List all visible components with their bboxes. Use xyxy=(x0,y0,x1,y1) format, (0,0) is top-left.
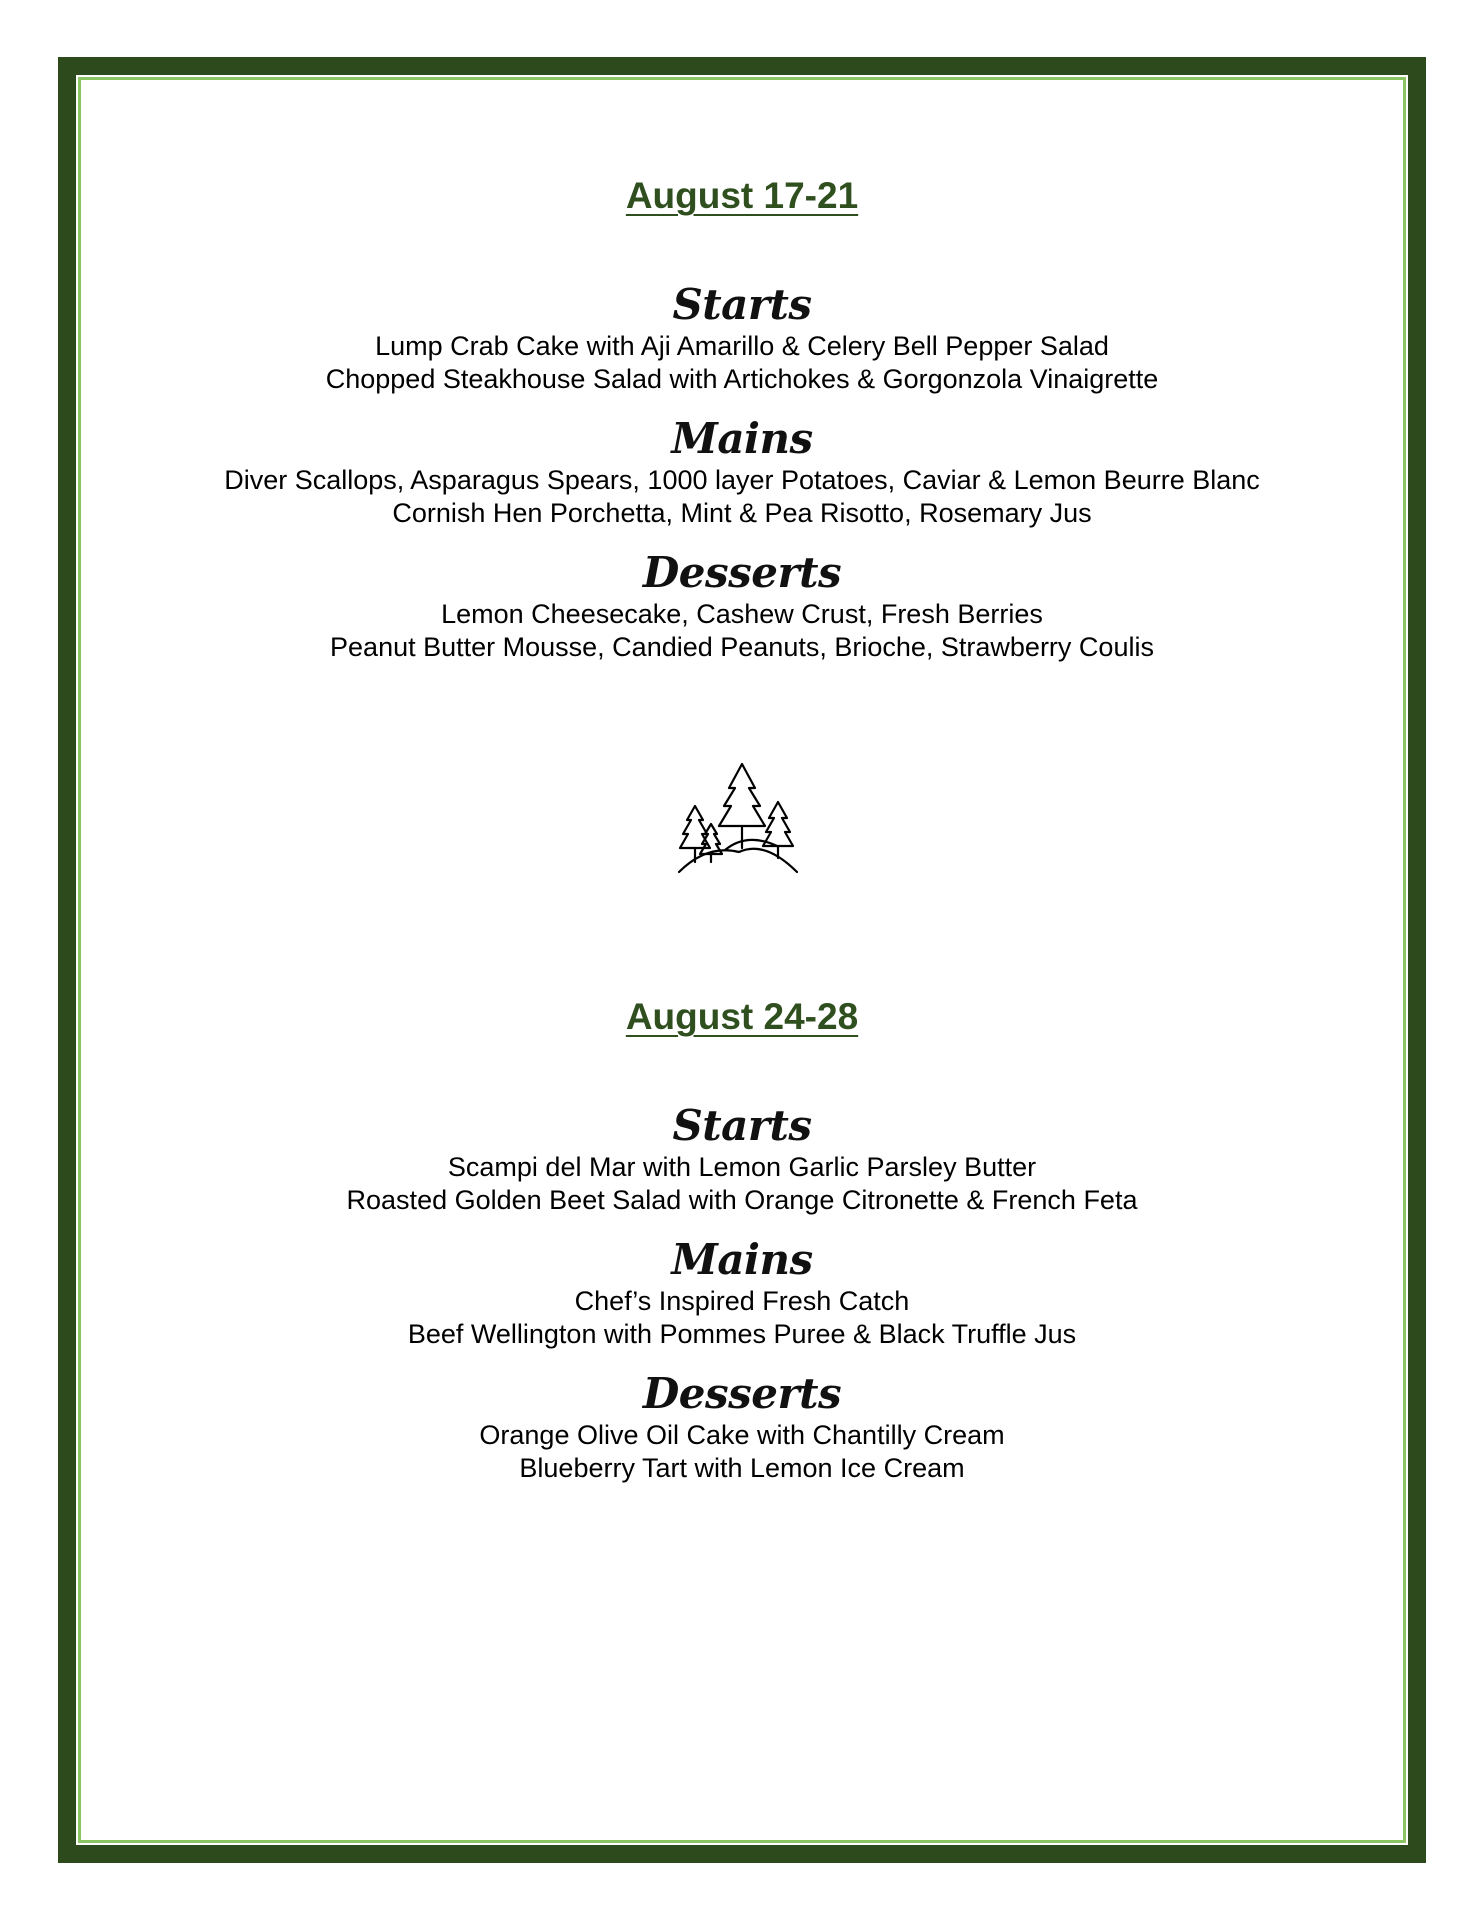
week-menu-1 xyxy=(0,174,1484,664)
menu-item: Lemon Cheesecake, Cashew Crust, Fresh Berries xyxy=(441,599,1043,629)
section-heading: Desserts xyxy=(642,548,842,597)
section-heading: Mains xyxy=(671,414,813,463)
section-heading: Mains xyxy=(671,1235,813,1284)
section-heading: Starts xyxy=(672,280,812,329)
pine-trees-icon xyxy=(677,762,807,874)
menu-item: Chopped Steakhouse Salad with Artichokes & Gorgonzola Vinaigrette xyxy=(325,364,1159,394)
section-desserts xyxy=(0,1369,1484,1485)
week-title: August 24-28 xyxy=(625,996,859,1037)
section-heading: Starts xyxy=(672,1101,812,1150)
menu-item: Chef’s Inspired Fresh Catch xyxy=(574,1286,910,1316)
menu-item: Beef Wellington with Pommes Puree & Black Truffle Jus xyxy=(407,1319,1077,1349)
menu-item: Orange Olive Oil Cake with Chantilly Cream xyxy=(479,1420,1005,1450)
section-starts xyxy=(0,1101,1484,1217)
menu-item: Blueberry Tart with Lemon Ice Cream xyxy=(519,1453,965,1483)
menu-item: Diver Scallops, Asparagus Spears, 1000 layer Potatoes, Caviar & Lemon Beurre Blanc xyxy=(224,465,1260,495)
menu-item: Peanut Butter Mousse, Candied Peanuts, Brioche, Strawberry Coulis xyxy=(330,632,1154,662)
section-desserts xyxy=(0,548,1484,664)
menu-item: Cornish Hen Porchetta, Mint & Pea Risotto, Rosemary Jus xyxy=(392,498,1092,528)
section-mains xyxy=(0,1235,1484,1351)
menu-item: Lump Crab Cake with Aji Amarillo & Celery Bell Pepper Salad xyxy=(375,331,1109,361)
menu-item: Roasted Golden Beet Salad with Orange Citronette & French Feta xyxy=(346,1185,1138,1215)
week-title: August 17-21 xyxy=(625,175,859,216)
section-starts xyxy=(0,280,1484,396)
section-mains xyxy=(0,414,1484,530)
section-heading: Desserts xyxy=(642,1369,842,1418)
menu-item: Scampi del Mar with Lemon Garlic Parsley Butter xyxy=(447,1152,1037,1182)
week-menu-2 xyxy=(0,995,1484,1485)
